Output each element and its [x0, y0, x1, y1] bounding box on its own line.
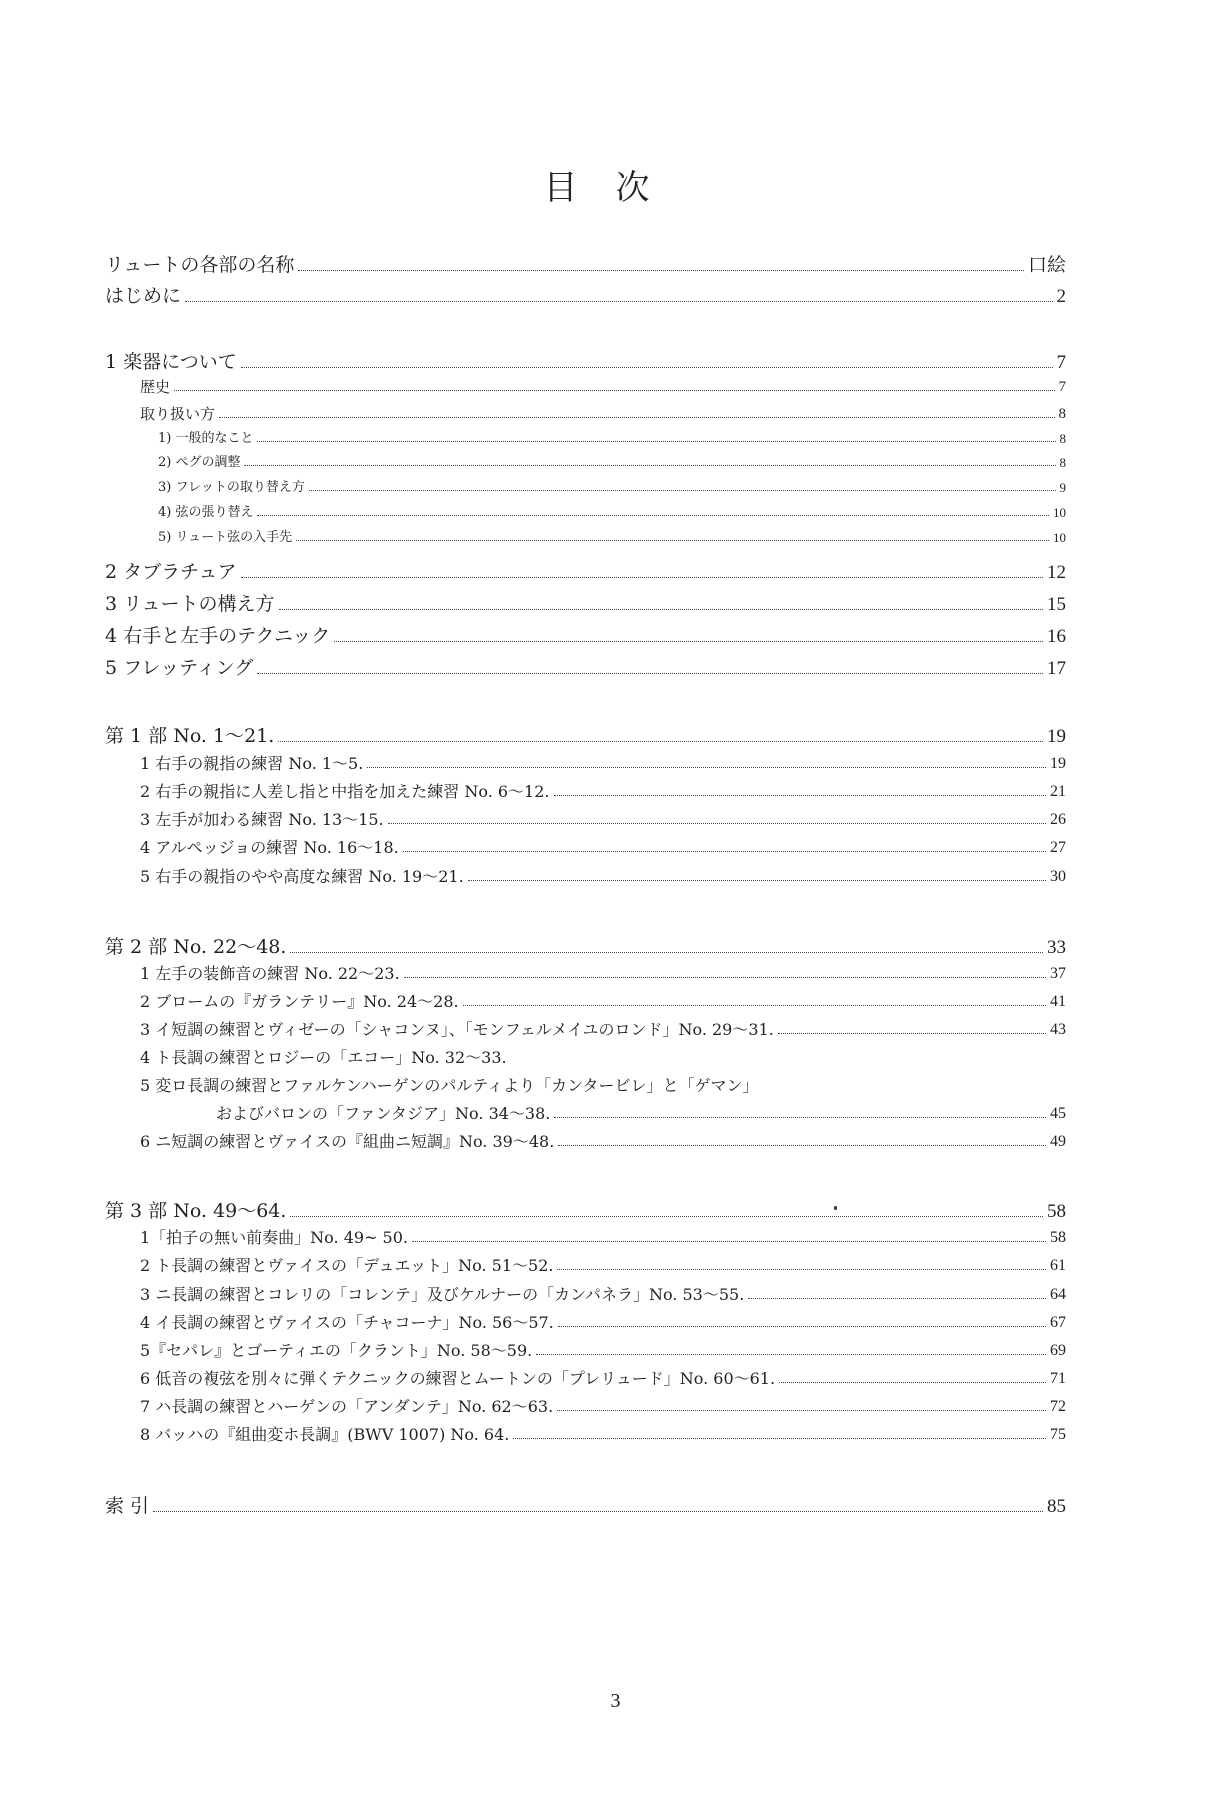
dot-leader	[257, 440, 1055, 442]
toc-entry-page: 58	[1047, 1201, 1066, 1222]
toc-entry-label: 4 イ長調の練習とヴァイスの「チャコーナ」No. 56〜57.	[140, 1313, 554, 1332]
toc-entry	[105, 1202, 1066, 1221]
toc-entry-label: はじめに	[105, 285, 182, 307]
toc-entry-label: 取り扱い方	[140, 405, 216, 423]
dot-leader	[257, 514, 1049, 516]
toc-entry-page: 72	[1050, 1398, 1066, 1415]
toc-entry-label: 4) 弦の張り替え	[158, 505, 254, 520]
toc-entry-label: およびバロンの「ファンタジア」No. 34〜38.	[216, 1104, 551, 1123]
toc-entry-label: 1「拍子の無い前奏曲」No. 49~ 50.	[140, 1228, 409, 1247]
toc-entry-page: 27	[1050, 839, 1066, 856]
dot-leader	[153, 1510, 1043, 1512]
dot-leader	[367, 766, 1046, 768]
dot-leader	[536, 1353, 1046, 1355]
toc-entry-label: 3 リュートの構え方	[105, 593, 275, 615]
title-char-1: 目	[543, 168, 616, 208]
dot-leader	[219, 416, 1054, 418]
toc-entry	[140, 1258, 1066, 1274]
toc-entry-page: 49	[1050, 1133, 1066, 1150]
toc-entry-label: 8 バッハの『組曲変ホ長調』(BWV 1007) No. 64.	[140, 1425, 510, 1444]
dot-leader	[290, 951, 1043, 953]
toc-entry	[140, 380, 1066, 395]
dot-leader	[334, 640, 1043, 642]
toc-entry-page: 10	[1053, 530, 1066, 545]
toc-entry	[140, 1287, 1066, 1303]
toc-entry-page: 61	[1050, 1257, 1066, 1274]
dot-leader	[309, 489, 1056, 491]
toc-entry	[158, 481, 1066, 494]
toc-entry	[105, 353, 1066, 372]
dot-leader	[779, 1381, 1046, 1383]
toc-entry	[216, 1106, 1066, 1122]
toc-entry-label: 2) ペグの調整	[158, 455, 241, 470]
ink-speck	[834, 1206, 837, 1210]
toc-entry-label: 4 アルペッジョの練習 No. 16〜18.	[140, 838, 399, 857]
toc-entry	[140, 1230, 1066, 1246]
dot-leader	[278, 740, 1043, 742]
toc-entry-label: リュートの各部の名称	[105, 254, 295, 276]
toc-entry-page: 85	[1047, 1496, 1066, 1517]
toc-entry	[140, 407, 1066, 422]
toc-entry-label: 2 右手の親指に人差し指と中指を加えた練習 No. 6〜12.	[140, 782, 550, 801]
toc-entry	[140, 1427, 1066, 1443]
toc-entry-page: 2	[1056, 286, 1066, 307]
toc-entry	[140, 1315, 1066, 1331]
dot-leader	[296, 539, 1049, 541]
toc-entry-page: 41	[1050, 993, 1066, 1010]
toc-entry-label: 5『セパレ』とゴーティエの「クラント」No. 58〜59.	[140, 1341, 533, 1360]
toc-entry-label: 第 1 部 No. 1〜21.	[105, 725, 275, 747]
toc-entry	[105, 938, 1066, 957]
toc-entry-label: 2 ブロームの『ガランテリー』No. 24〜28.	[140, 992, 459, 1011]
toc-entry-page: 58	[1050, 1229, 1066, 1246]
toc-entry	[105, 659, 1066, 678]
toc-entry-page: 12	[1047, 562, 1066, 583]
toc-entry	[140, 1022, 1066, 1038]
toc-entry-page: 37	[1050, 965, 1066, 982]
toc-entry-page: 75	[1050, 1426, 1066, 1443]
dot-leader	[468, 879, 1046, 881]
dot-leader	[404, 976, 1046, 978]
toc-entry-label: 索 引	[105, 1495, 150, 1517]
toc-entry-page: 15	[1047, 594, 1066, 615]
toc-entry-page: 33	[1047, 937, 1066, 958]
toc-entry-page: 71	[1050, 1370, 1066, 1387]
dot-leader	[279, 608, 1043, 610]
toc-entry-label: 歴史	[140, 378, 171, 396]
dot-leader	[748, 1297, 1046, 1299]
toc-entry-page: 9	[1059, 480, 1066, 495]
toc-entry	[140, 1134, 1066, 1150]
dot-leader	[463, 1004, 1046, 1006]
dot-leader	[241, 576, 1043, 578]
toc-entry-label: 5) リュート弦の入手先	[158, 530, 293, 545]
dot-leader	[558, 1144, 1046, 1146]
toc-entry	[140, 812, 1066, 828]
toc-entry	[158, 456, 1066, 469]
dot-leader	[174, 389, 1054, 391]
toc-entry	[158, 432, 1066, 445]
toc-entry-label: 3) フレットの取り替え方	[158, 480, 305, 495]
toc-entry-page: 8	[1059, 431, 1066, 446]
toc-entry	[105, 595, 1066, 614]
page-number: 3	[610, 1690, 621, 1712]
toc-entry-label: 3 左手が加わる練習 No. 13〜15.	[140, 810, 384, 829]
toc-entry	[140, 1078, 758, 1094]
dot-leader	[554, 794, 1046, 796]
toc-entry	[105, 256, 1066, 275]
toc-entry-page: 8	[1058, 406, 1066, 422]
toc-entry-label: 1 右手の親指の練習 No. 1〜5.	[140, 754, 364, 773]
toc-entry	[158, 531, 1066, 544]
dot-leader	[778, 1032, 1046, 1034]
toc-entry-page: 64	[1050, 1286, 1066, 1303]
toc-entry-label: 5 右手の親指のやや高度な練習 No. 19〜21.	[140, 867, 464, 886]
toc-entry-label: 5 フレッティング	[105, 657, 254, 679]
title-char-2: 次	[615, 168, 688, 208]
toc-entry	[158, 506, 1066, 519]
toc-entry	[105, 287, 1066, 306]
dot-leader	[558, 1325, 1046, 1327]
dot-leader	[290, 1215, 1043, 1217]
toc-entry-label: 6 ニ短調の練習とヴァイスの『組曲ニ短調』No. 39〜48.	[140, 1132, 555, 1151]
dot-leader	[554, 1116, 1046, 1118]
toc-entry	[140, 756, 1066, 772]
dot-leader	[513, 1437, 1046, 1439]
toc-entry-page: 19	[1050, 755, 1066, 772]
toc-entry-label: 3 ニ長調の練習とコレリの「コレンテ」及びケルナーの「カンパネラ」No. 53〜55.	[140, 1285, 745, 1304]
toc-entry-label: 4 ト長調の練習とロジーの「エコー」No. 32〜33.	[140, 1048, 507, 1067]
toc-entry	[140, 994, 1066, 1010]
toc-entry-page: 45	[1050, 1105, 1066, 1122]
dot-leader	[388, 822, 1046, 824]
toc-entry-label: 第 2 部 No. 22〜48.	[105, 936, 287, 958]
toc-entry-label: 1) 一般的なこと	[158, 431, 254, 446]
toc-entry-label: 1 楽器について	[105, 351, 237, 373]
toc-entry-page: 17	[1047, 658, 1066, 679]
toc-entry-label: 第 3 部 No. 49〜64.	[105, 1200, 287, 1222]
toc-entry-label: 1 左手の装飾音の練習 No. 22〜23.	[140, 964, 400, 983]
toc-entry-page: 69	[1050, 1342, 1066, 1359]
toc-entry	[105, 727, 1066, 746]
toc-entry-page: 7	[1058, 379, 1066, 395]
toc-entry-label: 2 タブラチュア	[105, 561, 237, 583]
toc-entry-label: 4 右手と左手のテクニック	[105, 625, 331, 647]
toc-entry-page: 8	[1059, 455, 1066, 470]
toc-entry	[140, 1050, 507, 1066]
toc-entry-page: 30	[1050, 868, 1066, 885]
dot-leader	[185, 300, 1052, 302]
toc-entry-label: 5 変ロ長調の練習とファルケンハーゲンのパルティより「カンタービレ」と「ゲマン」	[140, 1076, 759, 1095]
dot-leader	[557, 1409, 1046, 1411]
toc-entry	[105, 563, 1066, 582]
toc-entry	[140, 1371, 1066, 1387]
toc-entry	[140, 784, 1066, 800]
toc-entry	[140, 840, 1066, 856]
toc-entry-label: 7 ハ長調の練習とハーゲンの「アンダンテ」No. 62〜63.	[140, 1397, 554, 1416]
toc-entry	[140, 1399, 1066, 1415]
dot-leader	[403, 850, 1046, 852]
dot-leader	[257, 672, 1043, 674]
toc-entry-label: 3 イ短調の練習とヴィゼーの「シャコンヌ」、「モンフェルメイユのロンド」No. 29〜31.	[140, 1020, 774, 1039]
toc-entry	[105, 627, 1066, 646]
toc-entry-page: 67	[1050, 1314, 1066, 1331]
toc-entry-page: 7	[1056, 352, 1066, 373]
toc-entry-page: 10	[1053, 505, 1066, 520]
toc-entry	[140, 966, 1066, 982]
toc-entry-page: 16	[1047, 626, 1066, 647]
toc-entry-page: 口絵	[1027, 255, 1066, 276]
toc-entry-page: 26	[1050, 811, 1066, 828]
toc-entry	[140, 869, 1066, 885]
toc-entry-label: 2 ト長調の練習とヴァイスの「デュエット」No. 51〜52.	[140, 1256, 554, 1275]
toc-entry-label: 6 低音の複弦を別々に弾くテクニックの練習とムートンの「プレリュード」No. 60〜61.	[140, 1369, 776, 1388]
toc-entry	[105, 1497, 1066, 1516]
toc-entry-page: 21	[1050, 783, 1066, 800]
toc-entry-page: 19	[1047, 726, 1066, 747]
dot-leader	[244, 464, 1055, 466]
dot-leader	[298, 269, 1024, 271]
dot-leader	[412, 1240, 1046, 1242]
toc-entry	[140, 1343, 1066, 1359]
dot-leader	[557, 1268, 1046, 1270]
dot-leader	[241, 366, 1053, 368]
toc-entry-page: 43	[1050, 1021, 1066, 1038]
